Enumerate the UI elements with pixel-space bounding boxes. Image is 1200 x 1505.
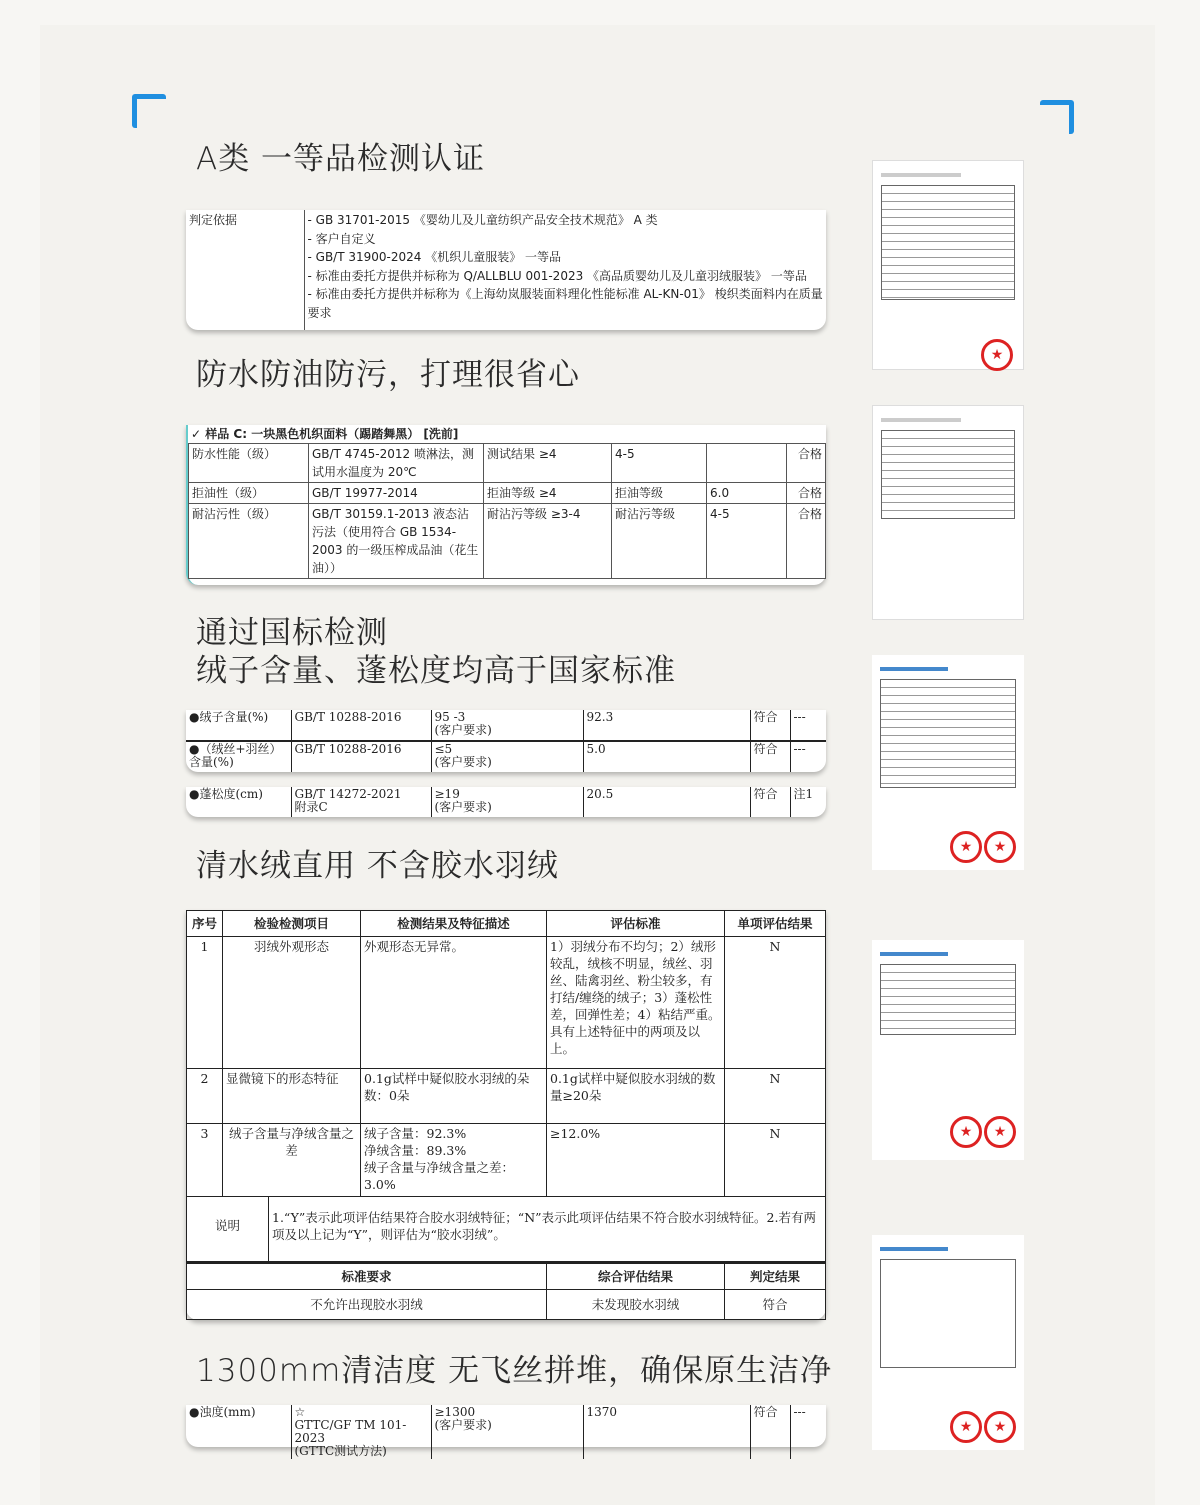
cell: GB/T 14272-2021 附录C [291,787,431,817]
cell: GB/T 19977-2014 [309,483,484,504]
cell: N [725,1069,826,1124]
cell: GB/T 10288-2016 [291,741,431,772]
waterproof-table [186,425,826,585]
cell: ☆ GTTC/GF TM 101-2023 (GTTC测试方法) [291,1405,431,1459]
cell: 5.0 [583,741,750,772]
seal-icon: ★ [984,1116,1016,1148]
down-content-table [186,710,826,772]
cell: GB/T 10288-2016 [291,710,431,741]
sample-header: ✓ 样品 C: 一块黑色机织面料（踢踏舞黑） [洗前] [191,427,459,441]
cell: GB/T 4745-2012 喷淋法，测试用水温度为 20℃ [309,444,484,483]
col-header: 序号 [187,911,223,937]
seal-icon: ★ [984,831,1016,863]
cell: 符合 [750,741,790,772]
note-label: 说明 [187,1197,269,1261]
cell: ≤5 (客户要求) [431,741,583,772]
basis-line: - GB 31701-2015 《婴幼儿及儿童纺织产品安全技术规范》 A 类 [307,213,658,227]
cell: ●（绒丝+羽丝）含量(%) [186,741,291,772]
cell: 合格 [787,483,826,504]
col-header: 评估标准 [547,911,725,937]
cell: 未发现胶水羽绒 [547,1290,725,1320]
cell: 6.0 [707,483,787,504]
turbidity-table [186,1405,826,1458]
cell: --- [790,710,826,741]
report-thumbnail[interactable] [872,940,1024,1160]
section-title-waterproof: 防水防油防污，打理很省心 [196,357,580,393]
cell: 符合 [750,710,790,741]
cell: 0.1g试样中疑似胶水羽绒的朵数：0朵 [361,1069,547,1124]
cell: 20.5 [583,787,750,817]
cell: ●蓬松度(cm) [189,787,263,801]
loft-table [186,787,826,817]
cell: ≥12.0% [547,1124,725,1197]
cell: 3 [187,1124,223,1197]
col-header: 判定结果 [725,1263,826,1290]
cell: 合格 [787,504,826,579]
cell: N [725,1124,826,1197]
cell: 1370 [583,1405,750,1459]
cell: 不允许出现胶水羽绒 [187,1290,547,1320]
cell: 拒油等级 ≥4 [484,483,612,504]
col-header: 单项评估结果 [725,911,826,937]
cell: 拒油等级 [612,483,707,504]
col-header: 检测结果及特征描述 [361,911,547,937]
col-header: 综合评估结果 [547,1263,725,1290]
cell: GB/T 30159.1-2013 液态沾污法（使用符合 GB 1534-2003 的一级压榨成品油（花生油）） [309,504,484,579]
cell: 符合 [750,1405,790,1459]
cell: 外观形态无异常。 [361,937,547,1069]
cell: ≥1300 (客户要求) [431,1405,583,1459]
cell: 1 [187,937,223,1069]
seal-icon: ★ [984,1411,1016,1443]
cell: 4-5 [612,444,707,483]
note-text: 1.“Y”表示此项评估结果符合胶水羽绒特征；“N”表示此项评估结果不符合胶水羽绒特征。2.若有两项及以上记为“Y”，则评估为“胶水羽绒”。 [272,1210,816,1242]
cell: 羽绒外观形态 [223,937,361,1069]
cell: 拒油性（级） [189,483,309,504]
basis-line: - 标准由委托方提供并标称为 Q/ALLBLU 001-2023 《高品质婴幼儿及儿童羽绒服装》 一等品 [307,268,807,283]
section-title-standard-line1: 通过国标检测 [196,615,388,651]
seal-icon: ★ [981,339,1013,371]
cell: 绒子含量：92.3% 净绒含量：89.3% 绒子含量与净绒含量之差：3.0% [361,1124,547,1197]
cell: N [725,937,826,1069]
col-header: 标准要求 [187,1263,547,1290]
section-title-standard-line2: 绒子含量、蓬松度均高于国家标准 [196,653,676,689]
basis-line: - GB/T 31900-2024 《机织儿童服装》 一等品 [307,250,562,264]
col-header: 检验检测项目 [223,911,361,937]
cell: 0.1g试样中疑似胶水羽绒的数量≥20朵 [547,1069,725,1124]
cell: 符合 [725,1290,826,1320]
cell: ●绒子含量(%) [189,710,269,724]
report-thumbnail[interactable] [872,655,1024,870]
cell: 耐沾污等级 ≥3-4 [484,504,612,579]
section-title-a-class: A类 一等品检测认证 [196,141,486,177]
basis-label: 判定依据 [189,213,238,227]
cell: --- [790,741,826,772]
cell: 1）羽绒分布不均匀；2）绒形较乱，绒核不明显，绒丝、羽丝、陆禽羽丝、粉尘较多，有打结/缠绕的绒子；3）蓬松性差，回弹性差；4）粘结严重。具有上述特征中的两项及以上。 [547,937,725,1069]
seal-icon: ★ [950,1116,982,1148]
cell: 2 [187,1069,223,1124]
cell: ≥19 (客户要求) [431,787,583,817]
glue-down-table [186,910,826,1320]
cell: 绒子含量与净绒含量之差 [223,1124,361,1197]
cell: 合格 [787,444,826,483]
corner-mark-right [1040,100,1074,134]
section-title-no-glue: 清水绒直用 不含胶水羽绒 [196,848,559,884]
seal-icon: ★ [950,1411,982,1443]
corner-mark-left [132,94,166,128]
cell: 4-5 [707,504,787,579]
basis-line: - 标准由委托方提供并标称为《上海幼岚服装面料理化性能标准 AL-KN-01》 梭织类面料内在质量要求 [307,287,823,320]
cell [707,444,787,483]
cell: 显微镜下的形态特征 [223,1069,361,1124]
section-title-turbidity: 1300mm清洁度 无飞丝拼堆，确保原生洁净 [196,1353,833,1389]
cell: 防水性能（级） [189,444,309,483]
seal-icon: ★ [950,831,982,863]
cell: 注1 [790,787,826,817]
cell: 符合 [750,787,790,817]
cell: 耐沾污性（级） [189,504,309,579]
cell: --- [790,1405,826,1459]
cell: 95 -3 (客户要求) [431,710,583,741]
cell: 测试结果 ≥4 [484,444,612,483]
cell: 92.3 [583,710,750,741]
report-thumbnail[interactable] [872,1235,1024,1450]
judgement-basis-table [186,210,826,330]
report-thumbnail[interactable] [872,405,1024,620]
cell: ●浊度(mm) [189,1405,256,1419]
cell: 耐沾污等级 [612,504,707,579]
basis-line: - 客户自定义 [307,231,376,246]
report-thumbnail[interactable] [872,160,1024,370]
